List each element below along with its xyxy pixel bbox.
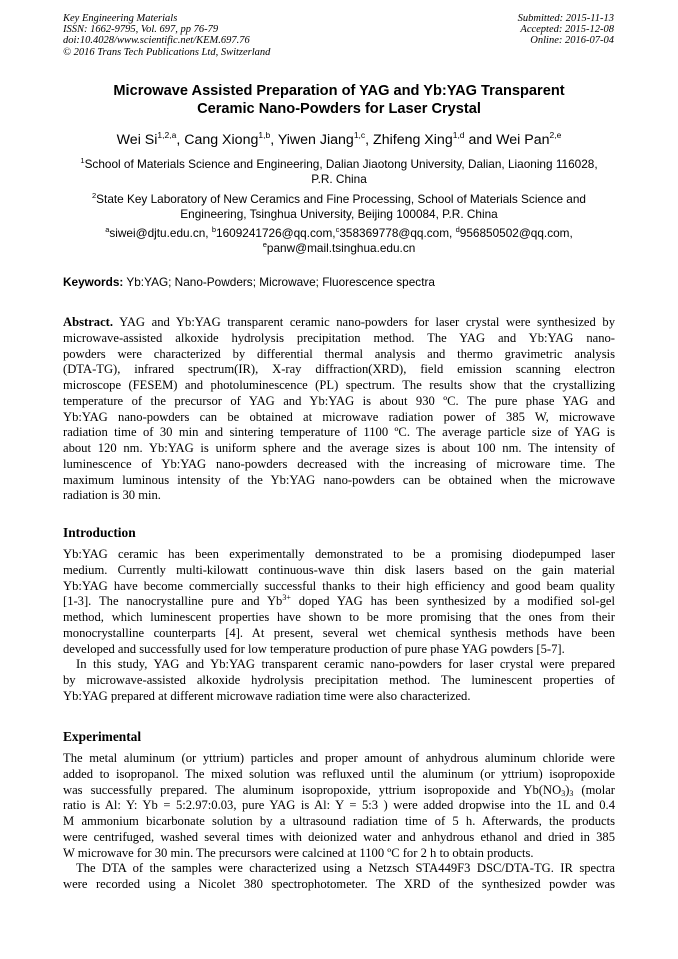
- affiliation-1: [40, 157, 638, 186]
- author-name: Wei Si: [116, 132, 158, 148]
- email-link[interactable]: siwei@djtu.edu.cn,: [109, 226, 212, 240]
- email-link[interactable]: 358369778@qq.com,: [339, 226, 456, 240]
- body-text: (molar: [573, 782, 615, 797]
- body-line: W microwave for 30 min. The precursors were calcined at 1100 ºC for 2 h to obtain products.: [63, 845, 534, 860]
- affiliation-text: School of Materials Science and Engineering, Dalian Jiaotong University, Dalian, Liaoning 116028,: [84, 157, 598, 171]
- author-sep: and: [464, 132, 497, 148]
- affiliation-text: P.R. China: [311, 171, 367, 186]
- accepted-date: Accepted: 2015-12-08: [520, 24, 614, 36]
- issn-line: ISSN: 1662-9795, Vol. 697, pp 76-79: [63, 24, 219, 36]
- section-heading-introduction: Introduction: [63, 525, 136, 540]
- online-date: Online: 2016-07-04: [530, 35, 614, 47]
- keywords: [63, 275, 435, 289]
- abstract-line: temperature of the precursor of YAG and Yb:YAG is about 930 ºC. The pure phase YAG and: [63, 393, 615, 408]
- journal-header-right: [518, 13, 614, 47]
- abstract-line: (DTA-TG), infrared spectrum(IR), X-ray diffraction(XRD), field emission scanning electron: [63, 362, 615, 377]
- journal-header-left: [63, 13, 270, 58]
- body-text: doped YAG has been synthesized by a modified sol-gel: [290, 594, 615, 609]
- author-emails: [40, 226, 638, 255]
- body-line: added to isopropanol. The mixed solution was refluxed until the aluminum (or yttrium) isopropoxide: [63, 766, 615, 781]
- author-sep: ,: [270, 132, 278, 148]
- body-line: monocrystalline counterparts [4]. At present, several wet chemical synthesis methods have been: [63, 625, 615, 640]
- experimental-text: [63, 751, 615, 893]
- author-sup: 1,d: [452, 130, 465, 140]
- author-sup: 1,2,a: [157, 130, 177, 140]
- body-line: medium. Currently multi-kilowatt continuous-wave thin disk lasers based on the gain material: [63, 562, 615, 577]
- abstract-line: powders were characterized by differential thermal analysis and thermo gravimetric analysis: [63, 346, 615, 361]
- author-name: Wei Pan: [496, 132, 550, 148]
- keywords-label: Keywords:: [63, 275, 124, 289]
- abstract-text: YAG and Yb:YAG transparent ceramic nano-powders for laser crystal were synthesized by: [113, 315, 615, 329]
- email-sup: e: [262, 239, 267, 249]
- abstract-line: luminescence of Yb:YAG nano-powders decreased with the increasing of microware time. The: [63, 456, 615, 471]
- author-sep: ,: [176, 132, 185, 148]
- abstract-line: maximum luminous intensity of the Yb:YAG nano-powders can be obtained when the microwave: [63, 472, 615, 487]
- introduction-text: [63, 547, 615, 705]
- body-line: ratio is Al: Y: Yb = 5:2.97:0.03, pure YAG is Al: Y = 5:3 ) were added dropwise into the 1L and 0.4: [63, 798, 615, 813]
- author-sup: 1,b: [258, 130, 271, 140]
- doi-line: doi:10.4028/www.scientific.net/KEM.697.76: [63, 35, 250, 47]
- body-text: was successfully prepared. The aluminum isopropoxide, yttrium isopropoxide and Yb(NO: [63, 782, 562, 797]
- body-line: by microwave-assisted alkoxide hydrolysis precipitation method. The luminescent properties of: [63, 673, 615, 687]
- abstract-line: radiation time of 30 min and sintering temperature of 1100 ºC. The average particle size of YAG is: [63, 425, 615, 440]
- affiliation-2: [40, 192, 638, 221]
- author-sup: 2,e: [549, 130, 562, 140]
- abstract-line: Yb:YAG nano-powders can be obtained at microwave radiation power of 385 W, microwave: [63, 409, 615, 424]
- email-sup: d: [455, 225, 460, 234]
- affiliation-sup: 2: [92, 191, 97, 200]
- submitted-date: Submitted: 2015-11-13: [517, 13, 614, 24]
- paper-title: [40, 82, 638, 118]
- title-line-1: Microwave Assisted Preparation of YAG and Yb:YAG Transparent: [113, 83, 565, 99]
- author-list: [30, 132, 648, 149]
- abstract-label: Abstract.: [63, 315, 114, 329]
- body-line: developed and successfully used for low temperature production of pure phase YAG powders [5-7].: [63, 641, 565, 656]
- body-line: In this study, YAG and Yb:YAG transparent ceramic nano-powders for laser crystal were prepared: [76, 657, 615, 672]
- abstract: [63, 315, 615, 504]
- body-line: were centrifuged, washed several times with deionized water and anhydrous ethanol and dried in 385: [63, 829, 615, 844]
- journal-name: Key Engineering Materials: [63, 13, 178, 24]
- title-line-2: Ceramic Nano-Powders for Laser Crystal: [197, 101, 481, 117]
- body-line: Yb:YAG ceramic has been experimentally demonstrated to be a promising diodepumped laser: [63, 547, 615, 561]
- keywords-text: Yb:YAG; Nano-Powders; Microwave; Fluorescence spectra: [123, 275, 435, 289]
- email-sup: a: [105, 225, 110, 234]
- copyright-line: © 2016 Trans Tech Publications Ltd, Switzerland: [63, 46, 271, 58]
- abstract-line: radiation is 30 min.: [63, 488, 161, 503]
- affiliation-sup: 1: [80, 156, 85, 165]
- abstract-line: about 120 nm. Yb:YAG is uniform sphere and the average sizes is about 100 nm. The intensity of: [63, 441, 615, 455]
- body-text: [1-3]. The nanocrystalline pure and Yb: [63, 594, 283, 609]
- body-text: ): [565, 782, 570, 797]
- body-line: The DTA of the samples were characterized using a Netzsch STA449F3 DSC/DTA-TG. IR spectra: [76, 861, 615, 876]
- email-link[interactable]: 1609241726@qq.com,: [216, 226, 336, 240]
- body-line: M ammonium bicarbonate solution by a ultrasound radiation time of 5 h. Afterwards, the products: [63, 814, 615, 828]
- subscript: 3: [561, 788, 566, 798]
- author-name: Yiwen Jiang: [277, 132, 354, 148]
- superscript: 3+: [282, 593, 291, 603]
- abstract-line: microwave-assisted alkoxide hydrolysis precipitation method. The YAG and Yb:YAG nano-: [63, 330, 615, 345]
- author-sup: 1,c: [353, 130, 366, 140]
- email-link[interactable]: 956850502@qq.com,: [459, 226, 573, 240]
- email-link[interactable]: panw@mail.tsinghua.edu.cn: [266, 240, 416, 255]
- email-sup: b: [211, 225, 217, 234]
- abstract-line: microscope (FESEM) and photoluminescence (PL) spectrum. The results show that the crystallizing: [63, 378, 615, 392]
- body-line: The metal aluminum (or yttrium) particles and proper amount of anhydrous aluminum chloride were: [63, 751, 615, 765]
- body-line: were recorded using a Nicolet 380 spectrophotometer. The XRD of the synthesized powder was: [63, 877, 615, 891]
- email-sup: c: [335, 225, 340, 234]
- affiliation-text: State Key Laboratory of New Ceramics and Fine Processing, School of Materials Science and: [96, 192, 586, 206]
- author-name: Cang Xiong: [184, 132, 259, 148]
- affiliation-text: Engineering, Tsinghua University, Beijing 100084, P.R. China: [180, 206, 498, 221]
- body-line: Yb:YAG have become commercially successful thanks to their high efficiency and good beam quality: [63, 578, 615, 593]
- body-line: Yb:YAG prepared at different microwave radiation time were also characterized.: [63, 688, 471, 703]
- section-heading-experimental: Experimental: [63, 729, 142, 744]
- body-line: method, which luminescent properties have shown to be more promising that the ones from their: [63, 610, 615, 624]
- author-sep: ,: [365, 132, 374, 148]
- author-name: Zhifeng Xing: [373, 132, 453, 148]
- subscript: 3: [569, 788, 574, 798]
